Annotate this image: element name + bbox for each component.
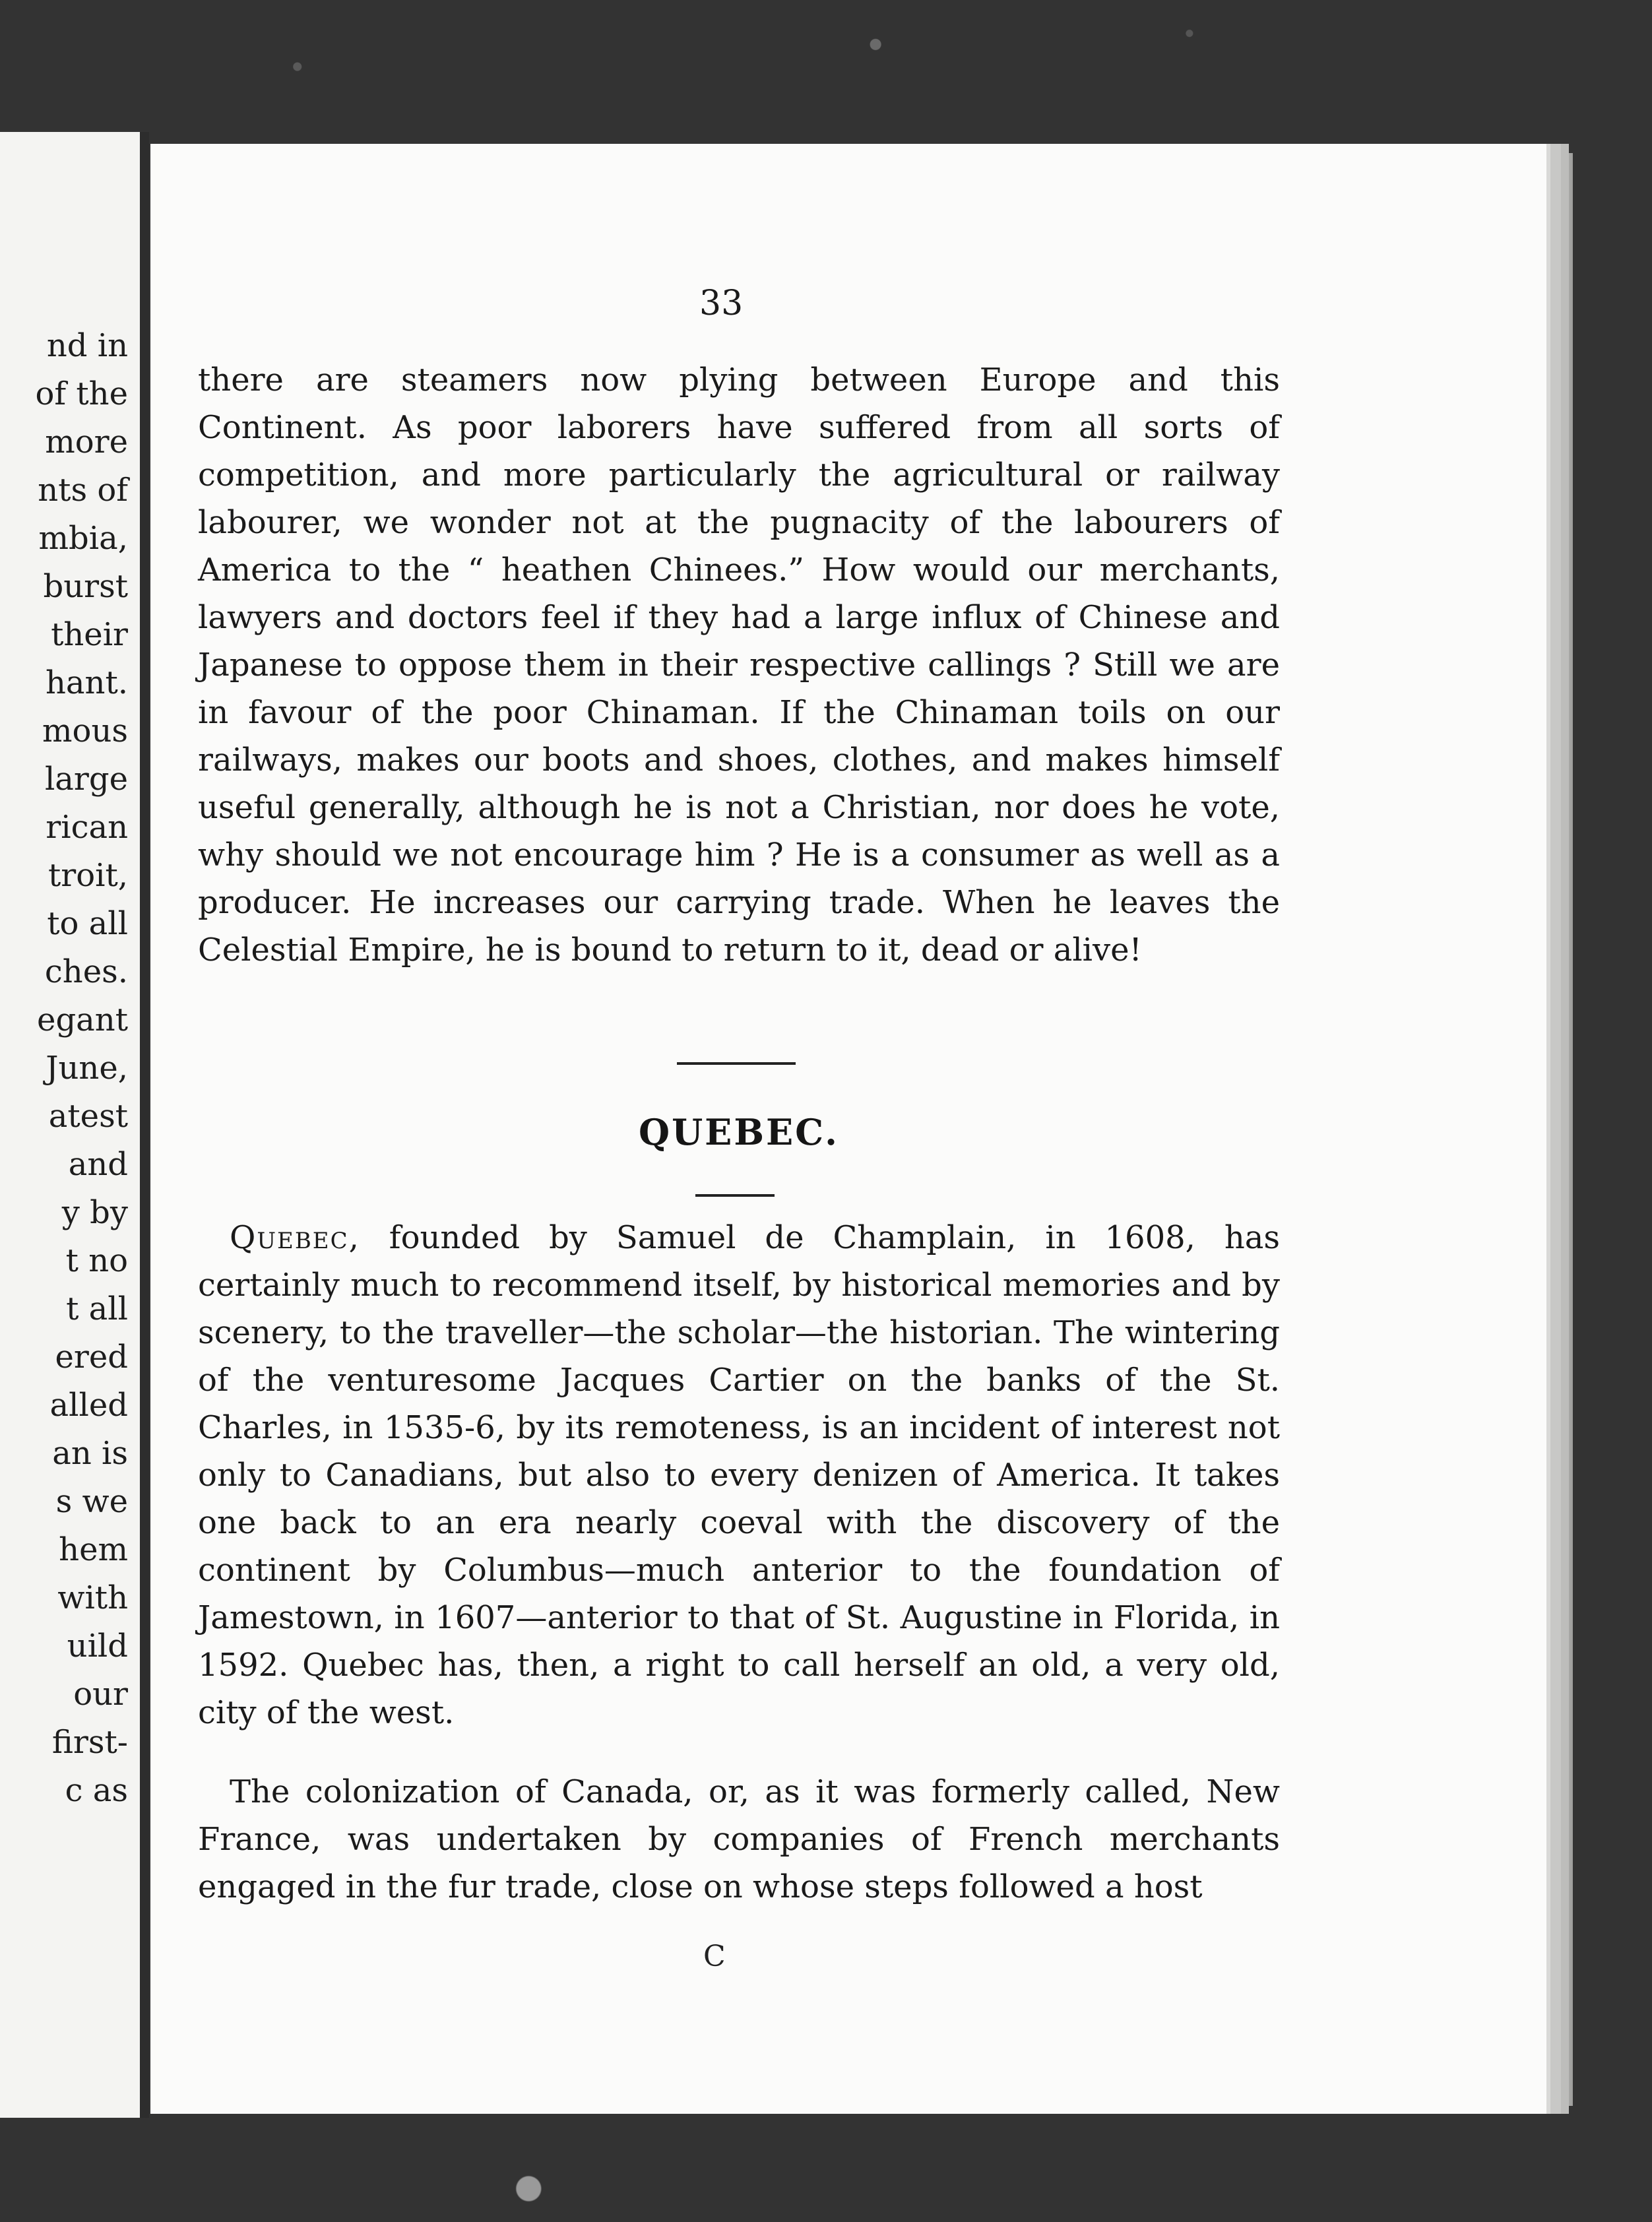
left-page-line-fragment: troit, <box>48 857 128 894</box>
left-page-line-fragment: atest <box>48 1098 128 1135</box>
paragraph-quebec-history <box>198 1214 1280 1736</box>
left-page-line-fragment: t no <box>65 1242 128 1279</box>
left-page-line-fragment: s we <box>55 1483 128 1520</box>
left-page-line-fragment: nd in <box>46 327 128 364</box>
left-page-line-fragment: alled <box>49 1387 128 1424</box>
left-page-line-fragment: egant <box>37 1001 128 1038</box>
paragraph-colonization <box>198 1768 1280 1911</box>
paragraph-text <box>198 1214 1280 1736</box>
left-page-line-fragment: more <box>45 424 128 460</box>
paragraph-text: The colonization of Canada, or, as it was formerly called, New France, was undertaken by companies of French merchants engaged in the fur trade, close on whose steps followed a host <box>198 1773 1280 1905</box>
left-page-line-fragment: rican <box>46 809 128 846</box>
page-edge <box>1546 153 1573 2106</box>
left-page-line-fragment: uild <box>67 1628 128 1665</box>
left-page-line-fragment: hant. <box>46 664 128 701</box>
left-page-line-fragment: first- <box>51 1724 128 1761</box>
left-page-line-fragment: ches. <box>44 953 128 990</box>
left-page-line-fragment: with <box>57 1579 128 1616</box>
left-page-line-fragment: ered <box>55 1339 128 1376</box>
paragraph-body: founded by Samuel de Champlain, in 1608, has certainly much to recommend itself, by historical memories and by scenery, to the traveller—the scholar—the historian. The wintering of the venturesome Jacques Cartier on the banks of the St. Charles, in 1535-6, by its remoteness, is an incident of interest not only to Canadians, but also to every denizen of America. It takes one back to an era nearly coeval with the discovery of the continent by Columbus—much anterior to the foundation of Jamestown, in 1607—anterior to that of St. Augustine in Florida, in 1592. Quebec has, then, a right to call herself an old, a very old, city of the west. <box>198 1219 1280 1731</box>
left-page-line-fragment: their <box>51 616 128 653</box>
signature-mark: C <box>703 1940 726 1973</box>
paragraph-chinese-labour <box>198 356 1280 974</box>
paragraph-lead-word: Quebec, <box>230 1219 360 1256</box>
left-page-line-fragment: mous <box>42 713 128 749</box>
section-rule-bottom <box>695 1194 775 1197</box>
left-page-line-fragment: nts of <box>38 472 128 509</box>
page-number: 33 <box>699 284 744 323</box>
left-page-line-fragment: c as <box>65 1772 128 1809</box>
left-page-line-fragment: y by <box>61 1194 128 1231</box>
left-page-line-fragment: hem <box>59 1531 128 1568</box>
left-page-line-fragment: to all <box>47 905 128 942</box>
section-heading: QUEBEC. <box>639 1111 839 1153</box>
left-page-line-fragment: of the <box>35 375 128 412</box>
left-page-line-fragment: t all <box>66 1290 128 1327</box>
left-page-line-fragment: and <box>68 1146 128 1183</box>
paragraph-text: there are steamers now plying between Europe and this Continent. As poor laborers have suffered from all sorts of competition, and more particularly the agricultural or railway labourer, we wonder not at the pugnacity of the labourers of America to the “ heathen Chinees.” How would our merchants, lawyers and doctors feel if they had a large influx of Chinese and Japanese to oppose them in their respective callings ? Still we are in favour of the poor Chinaman. If the Chinaman toils on our railways, makes our boots and shoes, clothes, and makes himself useful generally, although he is not a Christian, nor does he vote, why should we not encourage him ? He is a consumer as well as a producer. He increases our carrying trade. When he leaves the Celestial Empire, he is bound to return to it, dead or alive! <box>198 362 1280 968</box>
left-page-line-fragment: burst <box>43 568 128 605</box>
left-page-line-fragment: June, <box>46 1050 128 1087</box>
left-page-line-fragment: an is <box>52 1435 128 1472</box>
left-facing-page <box>0 132 149 2118</box>
left-page-line-fragment: large <box>44 761 128 798</box>
left-page-line-fragment: our <box>73 1676 128 1713</box>
left-page-line-fragment: mbia, <box>38 520 128 557</box>
section-rule-top <box>677 1062 796 1065</box>
